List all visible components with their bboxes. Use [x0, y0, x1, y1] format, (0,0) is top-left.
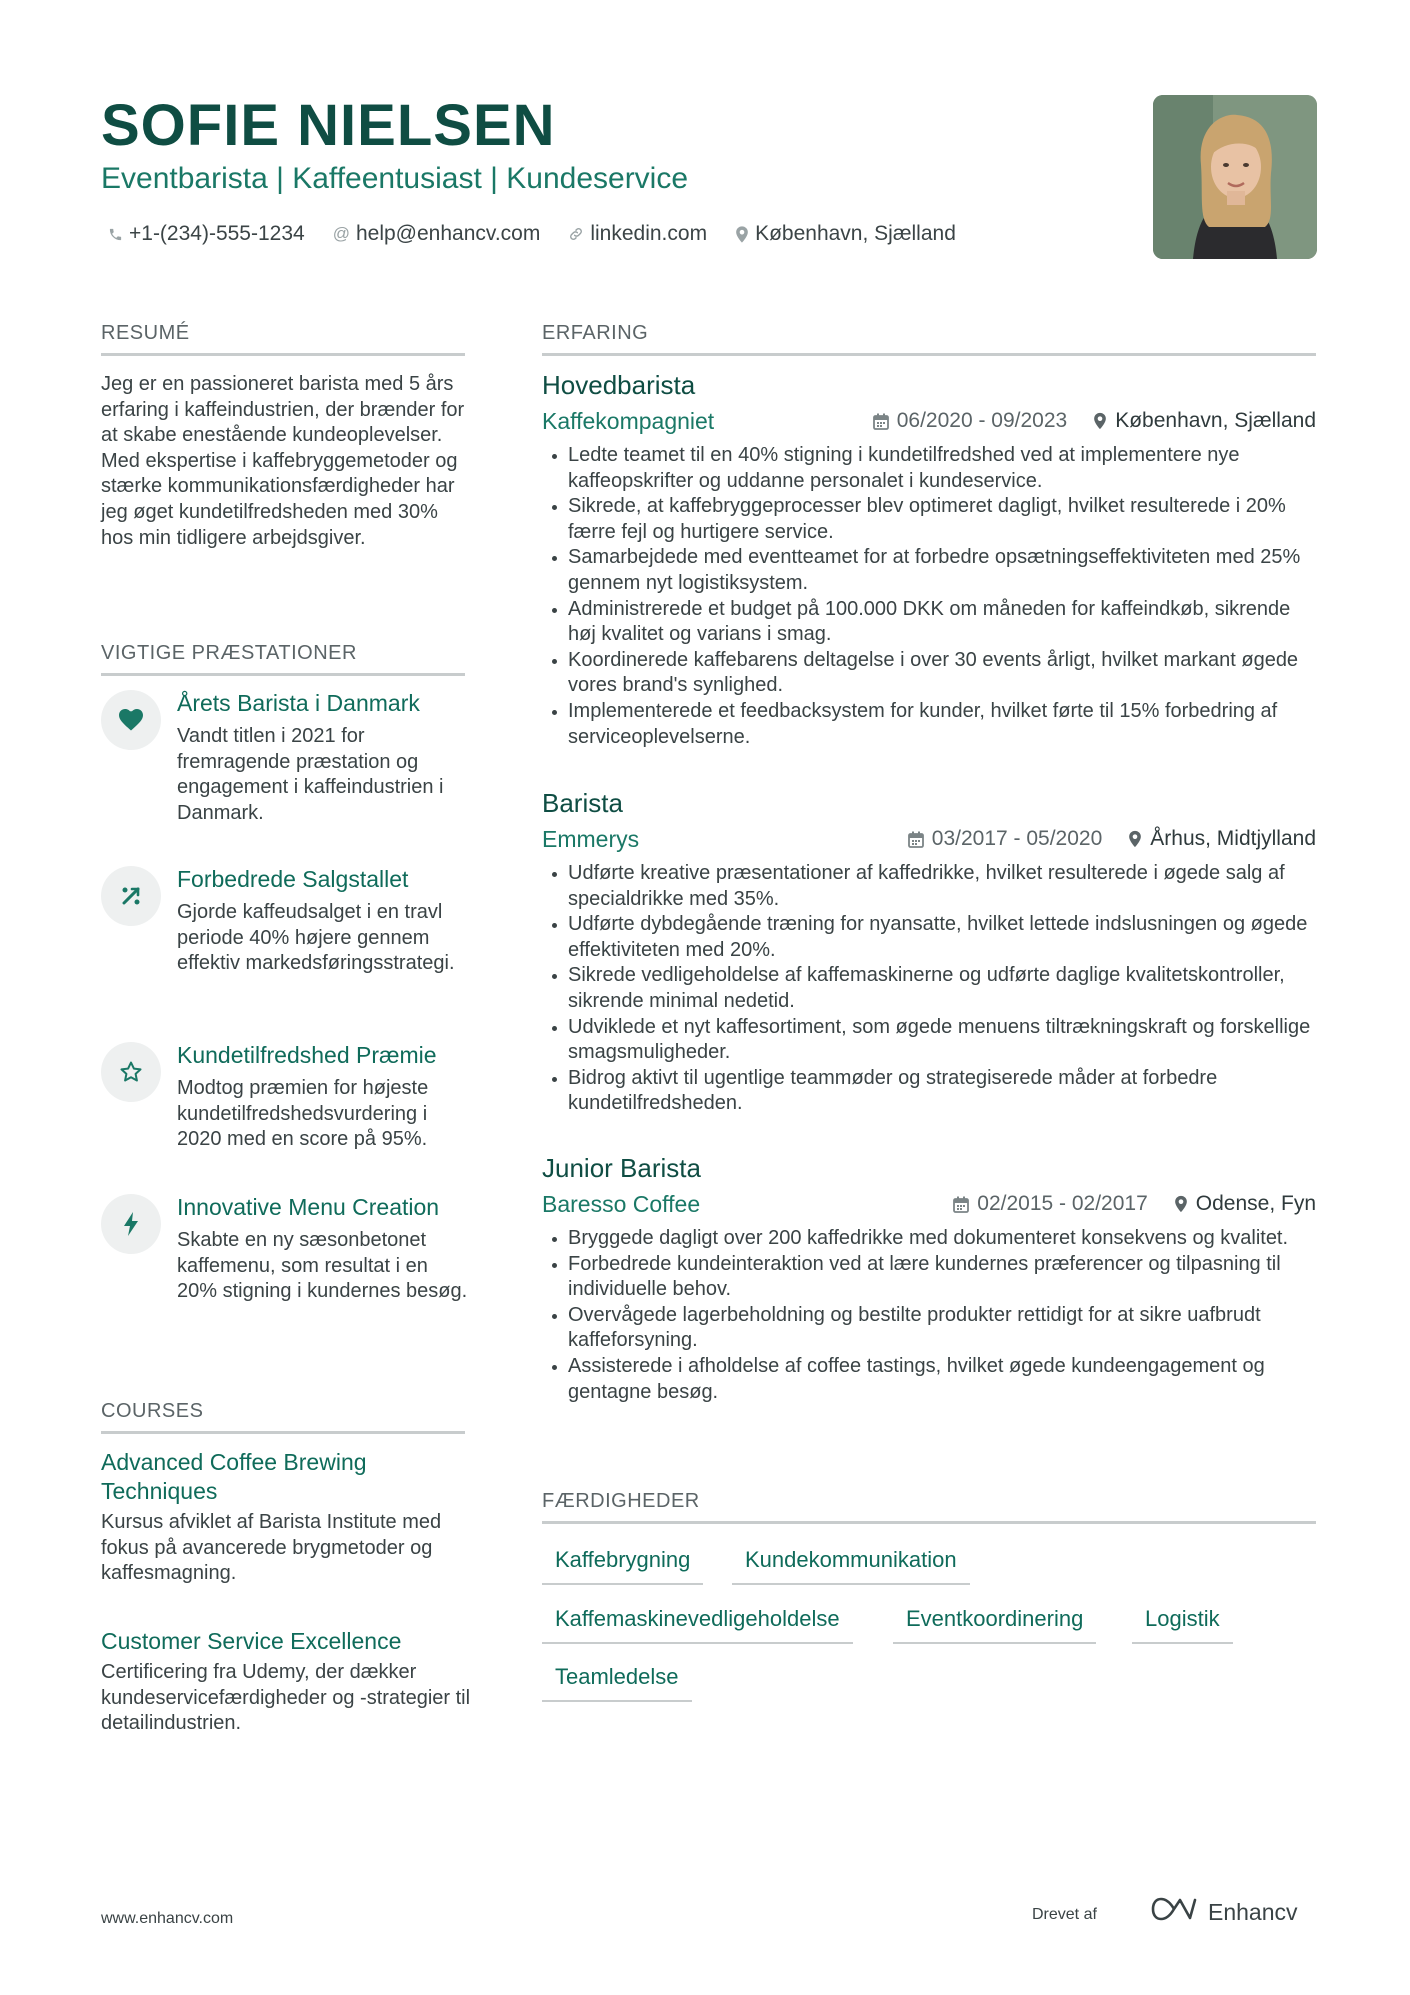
- course-description: Certificering fra Udemy, der dækker kundeservicefærdigheder og -strategier til detailindustrien.: [101, 1661, 471, 1735]
- skill-tag: Teamledelse: [542, 1664, 692, 1702]
- calendar-icon: [953, 1196, 969, 1213]
- candidate-headline: Eventbarista | Kaffeentusiast | Kundeservice: [101, 162, 689, 195]
- job-dates: 02/2015 - 02/2017: [953, 1192, 1147, 1216]
- list-item: Sikrede, at kaffebryggeprocesser blev optimeret dagligt, hvilket resulterede i 20% færre fejl og hurtigere service.: [548, 494, 1318, 545]
- achievements-section-title: VIGTIGE PRÆSTATIONER: [101, 642, 465, 676]
- calendar-icon: [873, 413, 889, 430]
- skill-tag: Kaffebrygning: [542, 1547, 703, 1585]
- job-location: Århus, Midtjylland: [1128, 827, 1316, 851]
- job-bullets: [548, 1226, 1318, 1405]
- achievement-description: Vandt titlen i 2021 for fremragende præstation og engagement i kaffeindustrien i Danmark.: [177, 725, 444, 824]
- list-item: Administrerede et budget på 100.000 DKK om måneden for kaffeindkøb, sikrende høj kvalitet og varians i smag.: [548, 597, 1318, 648]
- job-bullets: [548, 443, 1318, 750]
- courses-section-title: COURSES: [101, 1400, 465, 1434]
- bolt-icon: [101, 1194, 161, 1254]
- list-item: Udførte kreative præsentationer af kaffedrikke, hvilket resulterede i øgede salg af specialdrikke med 35%.: [548, 861, 1318, 912]
- brand-name: Enhancv: [1208, 1898, 1298, 1925]
- list-item: Assisterede i afholdelse af coffee tastings, hvilket øgede kundeengagement og gentagne besøg.: [548, 1354, 1318, 1405]
- job-meta-row: [542, 408, 1316, 438]
- location-icon: [1174, 1195, 1188, 1213]
- company-name: Baresso Coffee: [542, 1191, 701, 1217]
- job-bullets: [548, 861, 1318, 1117]
- contact-email[interactable]: @ help@enhancv.com: [332, 222, 541, 245]
- job-meta-row: [542, 826, 1316, 856]
- calendar-icon: [908, 831, 924, 848]
- job-dates: 03/2017 - 05/2020: [908, 827, 1102, 851]
- list-item: Ledte teamet til en 40% stigning i kundetilfredshed ved at implementere nye kaffeopskrifter og uddanne personalet i kundeservice.: [548, 443, 1318, 494]
- infinity-logo-icon: [1150, 1896, 1198, 1928]
- achievement-title: Kundetilfredshed Præmie: [177, 1042, 437, 1068]
- achievement-title: Årets Barista i Danmark: [177, 690, 420, 716]
- footer-powered-by: Drevet af: [1032, 1906, 1097, 1923]
- location-icon: [1128, 830, 1142, 848]
- list-item: Overvågede lagerbeholdning og bestilte produkter rettidigt for at sikre uafbrudt kaffeforsyning.: [548, 1303, 1318, 1354]
- skill-tag: Logistik: [1132, 1606, 1233, 1644]
- job-meta-row: [542, 1191, 1316, 1221]
- list-item: Udviklede et nyt kaffesortiment, som øgede menuens tiltrækningskraft og forskellige smagsmuligheder.: [548, 1015, 1318, 1066]
- skill-tag: Kundekommunikation: [732, 1547, 970, 1585]
- list-item: Udførte dybdegående træning for nyansatte, hvilket lettede indslusningen og øgede effektiviteten med 20%.: [548, 912, 1318, 963]
- experience-section-title: ERFARING: [542, 322, 1316, 356]
- heart-icon: [101, 690, 161, 750]
- job-title: Hovedbarista: [542, 370, 696, 400]
- list-item: Forbedrede kundeinteraktion ved at lære kundernes præferencer og tilpasning til individuelle behov.: [548, 1252, 1318, 1303]
- profile-photo: [1153, 95, 1317, 259]
- achievement-description: Gjorde kaffeudsalget i en travl periode 40% højere gennem effektiv markedsføringsstrategi.: [177, 901, 455, 975]
- contact-phone: +1-(234)-555-1234: [108, 222, 305, 246]
- list-item: Samarbejdede med eventteamet for at forbedre opsætningseffektiviteten med 25% gennem nyt logistiksystem.: [548, 545, 1318, 596]
- company-name: Kaffekompagniet: [542, 408, 715, 434]
- job-title: Barista: [542, 788, 623, 818]
- skill-tag: Eventkoordinering: [893, 1606, 1096, 1644]
- skill-tag: Kaffemaskinevedligeholdelse: [542, 1606, 853, 1644]
- achievement-description: Skabte en ny sæsonbetonet kaffemenu, som resultat i en 20% stigning i kundernes besøg.: [177, 1229, 468, 1303]
- list-item: Implementerede et feedbacksystem for kunder, hvilket førte til 15% forbedring af serviceoplevelserne.: [548, 699, 1318, 750]
- achievement-item: [101, 690, 471, 840]
- star-icon: [101, 1042, 161, 1102]
- course-title: Customer Service Excellence: [101, 1628, 402, 1654]
- job-title: Junior Barista: [542, 1153, 701, 1183]
- candidate-name: SOFIE NIELSEN: [101, 93, 556, 158]
- list-item: Sikrede vedligeholdelse af kaffemaskinerne og udførte daglige kvalitetskontroller, sikrende minimal nedetid.: [548, 963, 1318, 1014]
- achievement-title: Forbedrede Salgstallet: [177, 866, 409, 892]
- location-icon: [1093, 412, 1107, 430]
- achievement-item: [101, 1194, 471, 1334]
- list-item: Bidrog aktivt til ugentlige teammøder og strategiserede måder at forbedre kundetilfredsheden.: [548, 1066, 1318, 1117]
- achievement-title: Innovative Menu Creation: [177, 1194, 440, 1220]
- footer-url[interactable]: www.enhancv.com: [101, 1910, 234, 1927]
- achievement-item: [101, 1042, 471, 1172]
- contact-location: København, Sjælland: [735, 222, 956, 246]
- percent-icon: [101, 866, 161, 926]
- at-icon: @: [332, 224, 350, 243]
- list-item: Bryggede dagligt over 200 kaffedrikke med dokumenteret konsekvens og kvalitet.: [548, 1226, 1318, 1252]
- location-icon: [735, 226, 749, 243]
- skills-section-title: FÆRDIGHEDER: [542, 1490, 1316, 1524]
- company-name: Emmerys: [542, 826, 640, 852]
- contact-linkedin[interactable]: linkedin.com: [568, 222, 707, 246]
- achievement-item: [101, 866, 471, 996]
- job-location: København, Sjælland: [1093, 409, 1316, 433]
- phone-icon: [108, 227, 123, 242]
- course-description: Kursus afviklet af Barista Institute med fokus på avancerede brygmetoder og kaffesmagning.: [101, 1511, 442, 1585]
- job-location: Odense, Fyn: [1174, 1192, 1316, 1216]
- link-icon: [568, 226, 584, 242]
- contact-bar: [108, 222, 956, 246]
- summary-text: Jeg er en passioneret barista med 5 års erfaring i kaffeindustrien, der brænder for at skabe enestående kundeoplevelser. Med ekspertise i kaffebryggemetoder og stærke kommunikationsfærdigheder har jeg øget kundetilfredsheden med 30% hos min tidligere arbejdsgiver.: [101, 373, 465, 549]
- enhancv-logo[interactable]: [1150, 1896, 1298, 1928]
- list-item: Koordinerede kaffebarens deltagelse i over 30 events årligt, hvilket markant øgede vores brand's synlighed.: [548, 648, 1318, 699]
- job-dates: 06/2020 - 09/2023: [873, 409, 1067, 433]
- summary-section-title: RESUMÉ: [101, 322, 465, 356]
- course-title: Advanced Coffee Brewing Techniques: [101, 1449, 367, 1504]
- achievement-description: Modtog præmien for højeste kundetilfredshedsvurdering i 2020 med en score på 95%.: [177, 1077, 429, 1151]
